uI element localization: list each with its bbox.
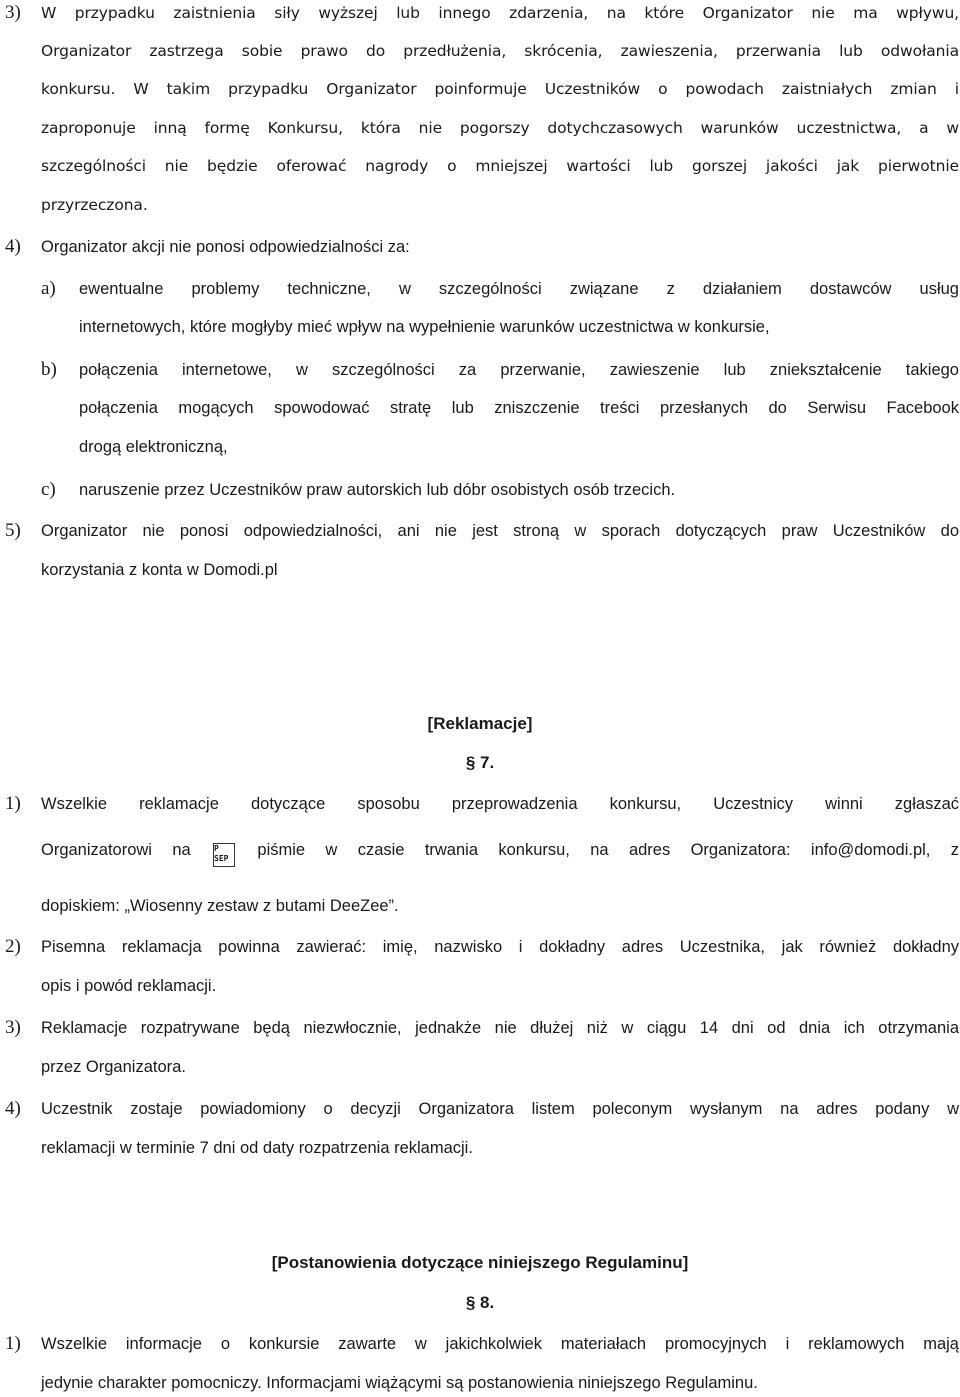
section-title: [Reklamacje] — [427, 714, 533, 733]
section-paragraph-number: § 7. — [465, 753, 495, 772]
item-text-line: naruszenie przez Uczestników praw autorskich lub dóbr osobistych osób trzecich. — [79, 481, 676, 499]
item-text-line: przez Organizatora. — [41, 1058, 186, 1076]
item-number: 4) — [5, 1098, 21, 1119]
item-text-line — [41, 841, 959, 867]
section-paragraph-number: § 8. — [465, 1293, 495, 1312]
item-text-line: konkursu. W takim przypadku Organizator poinformuje Uczestników o powodach zaistniałych zmian i — [41, 80, 959, 98]
item-number: 3) — [5, 1017, 21, 1038]
item-text-line: połączenia internetowe, w szczególności za przerwanie, zawieszenie lub zniekształcenie takiego — [79, 361, 959, 379]
item-text-line: jedynie charakter pomocniczy. Informacjami wiążącymi są postanowienia niniejszego Regulaminu. — [41, 1374, 758, 1392]
item-text-line: Wszelkie reklamacje dotyczące sposobu przeprowadzenia konkursu, Uczestnicy winni zgłaszać — [41, 795, 959, 813]
item-text-line: Organizator nie ponosi odpowiedzialności, ani nie jest stroną w sporach dotyczących praw Uczestników do — [41, 522, 959, 540]
item-number: 1) — [5, 1333, 21, 1354]
item-text-line: internetowych, które mogłyby mieć wpływ na wypełnienie warunków uczestnictwa w konkursie, — [79, 318, 770, 336]
item-text-line: przyrzeczona. — [41, 196, 148, 214]
item-text-line: dopiskiem: „Wiosenny zestaw z butami DeeZee”. — [41, 897, 399, 915]
item-text-line: korzystania z konta w Domodi.pl — [41, 561, 278, 579]
line-fragment: piśmie w czasie trwania konkursu, na adres Organizatora: info@domodi.pl, z — [257, 841, 959, 859]
item-number: 5) — [5, 520, 21, 541]
item-text-line: Reklamacje rozpatrywane będą niezwłocznie, jednakże nie dłużej niż w ciągu 14 dni od dnia ich otrzymania — [41, 1019, 959, 1037]
item-text-line: zaproponuje inną formę Konkursu, która nie pogorszy dotychczasowych warunków uczestnictwa, a w — [41, 119, 959, 137]
sub-item-letter: b) — [41, 359, 57, 380]
item-number: 3) — [5, 2, 21, 23]
item-number: 4) — [5, 236, 21, 257]
item-text-line: reklamacji w terminie 7 dni od daty rozpatrzenia reklamacji. — [41, 1139, 473, 1157]
item-text-line: Wszelkie informacje o konkursie zawarte w jakichkolwiek materiałach promocyjnych i reklamowych mają — [41, 1335, 959, 1353]
item-text-line: szczególności nie będzie oferować nagrody o mniejszej wartości lub gorszej jakości jak pierwotnie — [41, 157, 959, 175]
sub-item-letter: c) — [41, 479, 56, 500]
item-text-line: Uczestnik zostaje powiadomiony o decyzji Organizatora listem poleconym wysłanym na adres podany w — [41, 1100, 959, 1118]
sep-placeholder-icon: P SEP — [213, 843, 235, 867]
item-text-line: połączenia mogących spowodować stratę lub zniszczenie treści przesłanych do Serwisu Facebook — [79, 399, 959, 417]
item-number: 1) — [5, 793, 21, 814]
section-title: [Postanowienia dotyczące niniejszego Regulaminu] — [271, 1253, 689, 1272]
item-text-line: W przypadku zaistnienia siły wyższej lub innego zdarzenia, na które Organizator nie ma wpływu, — [41, 4, 959, 22]
item-number: 2) — [5, 936, 21, 957]
item-text-line: drogą elektroniczną, — [79, 438, 228, 456]
sub-item-letter: a) — [41, 278, 56, 299]
item-text-line: Organizator zastrzega sobie prawo do przedłużenia, skrócenia, zawieszenia, przerwania lub odwołania — [41, 42, 959, 60]
item-text-line: opis i powód reklamacji. — [41, 977, 217, 995]
line-fragment: Organizatorowi na — [41, 841, 191, 859]
item-text-line: Organizator akcji nie ponosi odpowiedzialności za: — [41, 238, 410, 256]
item-text-line: ewentualne problemy techniczne, w szczególności związane z działaniem dostawców usług — [79, 280, 959, 298]
item-text-line: Pisemna reklamacja powinna zawierać: imię, nazwisko i dokładny adres Uczestnika, jak również dokładny — [41, 938, 959, 956]
